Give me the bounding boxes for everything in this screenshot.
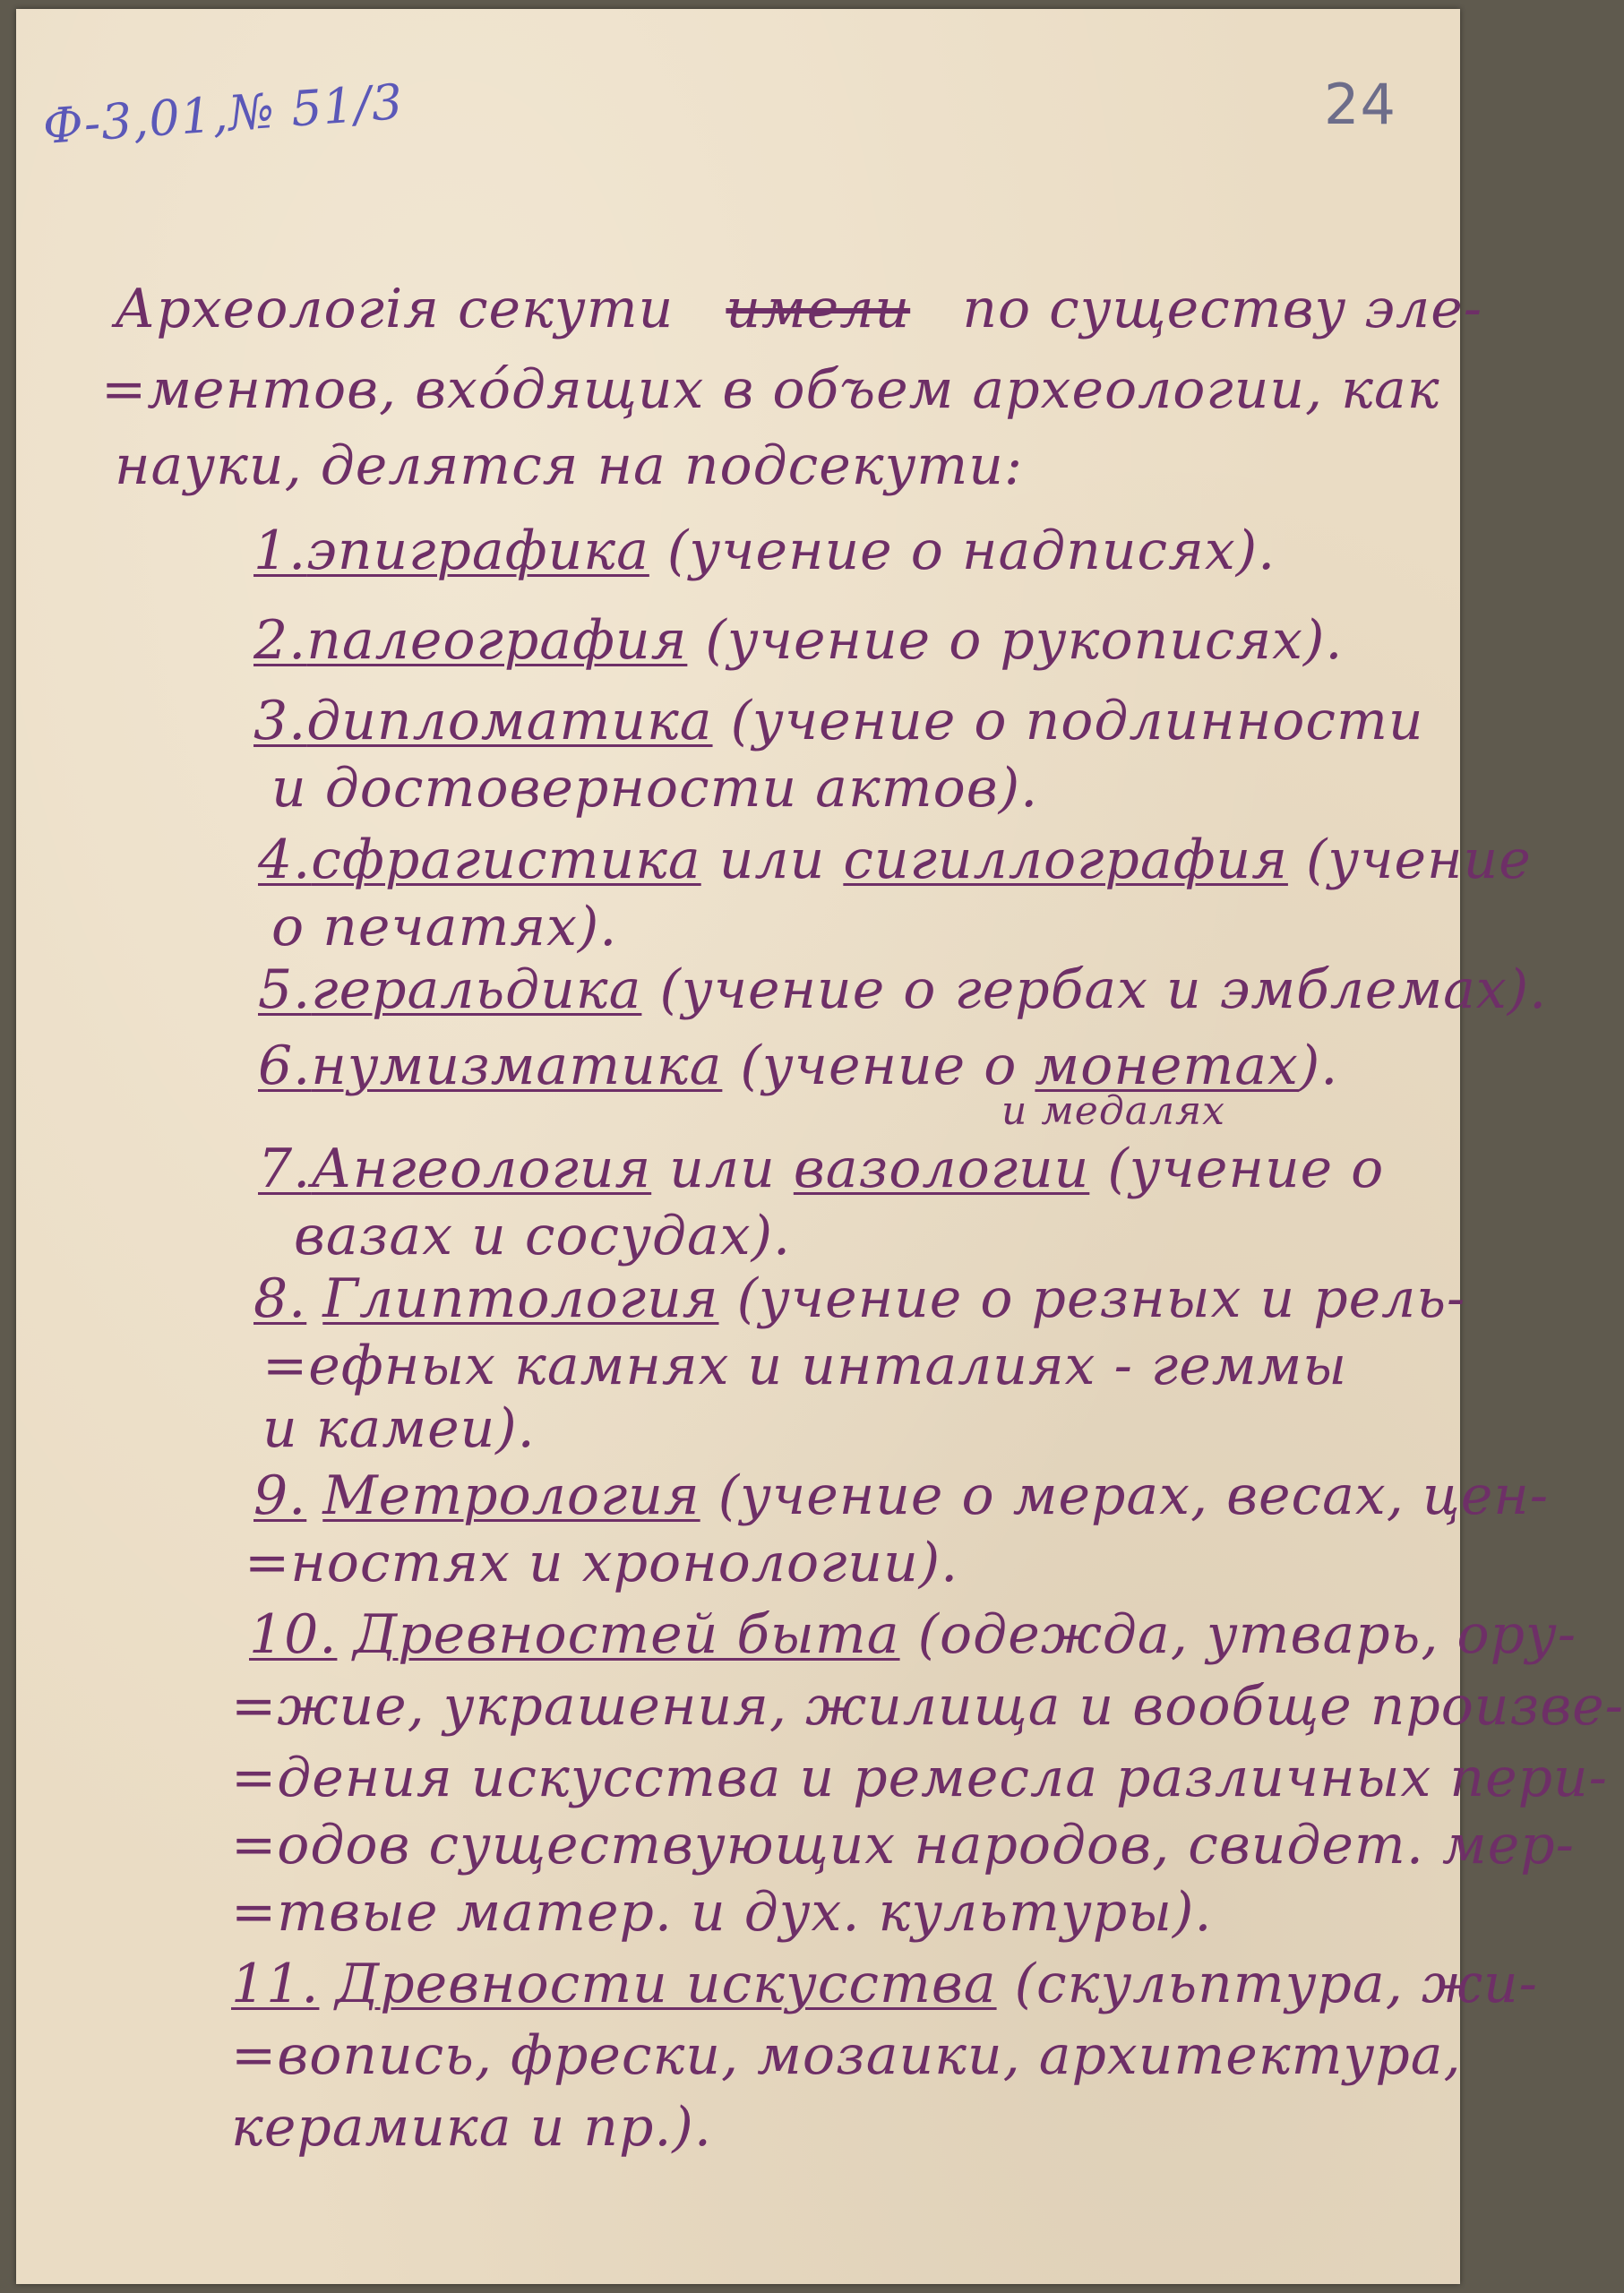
list-item <box>258 1138 1384 1200</box>
list-item <box>249 1603 1577 1666</box>
item-description: (учение о подлинности <box>712 690 1424 752</box>
item-continuation: =жие, украшения, жилища и вообще произве- <box>231 1675 1624 1738</box>
item-continuation: и достоверности актов). <box>271 757 1039 820</box>
item-number: 11. <box>231 1953 320 2015</box>
item-continuation: керамика и пр.). <box>231 2096 712 2159</box>
item-term: палеография <box>306 609 688 672</box>
item-term: нумизматика <box>311 1035 723 1097</box>
item-term-alt: монетах <box>1035 1035 1299 1097</box>
item-description: (одежда, утварь, ору- <box>899 1603 1577 1666</box>
item-continuation: =дения искусства и ремесла различных пери- <box>231 1747 1608 1809</box>
item-term-alt: вазологии <box>793 1138 1090 1200</box>
item-number: 10. <box>249 1603 338 1666</box>
item-term: дипломатика <box>306 690 713 752</box>
item-continuation: =вопись, фрески, мозаики, архитектура, <box>231 2024 1462 2087</box>
item-term: геральдика <box>311 958 642 1021</box>
item-continuation: вазах и сосудах). <box>294 1205 792 1267</box>
item-term: Глиптология <box>322 1267 719 1330</box>
intro-text-b: по существу эле- <box>962 278 1483 340</box>
insertion-note: и медалях <box>1001 1088 1225 1134</box>
item-term: эпиграфика <box>306 520 649 582</box>
item-description: (учение <box>1287 829 1532 891</box>
item-term: сфрагистика <box>311 829 701 891</box>
item-continuation: и камеи). <box>262 1397 536 1460</box>
list-item <box>253 520 1276 582</box>
intro-line-2: =ментов, вхо́дящих в объем археологии, как <box>101 358 1440 421</box>
manuscript-page <box>16 9 1624 2284</box>
item-term: Метрология <box>322 1464 700 1527</box>
item-term: Древностей быта <box>353 1603 900 1666</box>
item-connector: или <box>700 829 844 891</box>
item-term: Ангеология <box>311 1138 652 1200</box>
list-item <box>253 1464 1549 1527</box>
item-description: (учение о рукописях). <box>687 609 1344 672</box>
item-number: 1. <box>253 520 307 582</box>
list-item <box>253 609 1344 672</box>
struck-word: имели <box>726 278 911 340</box>
item-number: 9. <box>253 1464 307 1527</box>
item-number: 2. <box>253 609 307 672</box>
list-item <box>258 1035 1338 1097</box>
item-description: (учение о резных и рель- <box>718 1267 1466 1330</box>
page-number: 24 <box>1324 72 1396 137</box>
item-continuation: о печатях). <box>271 896 618 958</box>
item-description: (учение о <box>722 1035 1035 1097</box>
intro-line-1 <box>115 278 1482 340</box>
item-connector: или <box>651 1138 794 1200</box>
item-description: (учение о <box>1089 1138 1385 1200</box>
item-number: 8. <box>253 1267 307 1330</box>
intro-line-3: науки, делятся на подсекути: <box>115 434 1024 497</box>
item-term-alt: сигиллография <box>843 829 1288 891</box>
item-continuation: =ностях и хронологии). <box>245 1532 959 1594</box>
item-continuation: =одов существующих народов, свидет. мер- <box>231 1814 1575 1876</box>
item-description: (учение о гербах и эмблемах). <box>641 958 1548 1021</box>
item-description: (учение о мерах, весах, цен- <box>700 1464 1550 1527</box>
list-item <box>258 958 1547 1021</box>
item-number: 3. <box>253 690 307 752</box>
list-item <box>253 1267 1465 1330</box>
list-item <box>253 690 1424 752</box>
item-number: 5. <box>258 958 312 1021</box>
intro-text-a: Археологія секути <box>115 278 675 340</box>
archive-reference: Ф-3,01,№ 51/3 <box>40 73 406 155</box>
item-number: 6. <box>258 1035 312 1097</box>
list-item <box>258 829 1532 891</box>
item-description-end: ). <box>1298 1035 1339 1097</box>
item-description: (учение о надписях). <box>649 520 1276 582</box>
item-continuation: =ефных камнях и инталиях - геммы <box>262 1335 1348 1397</box>
item-description: (скульптура, жи- <box>996 1953 1538 2015</box>
item-number: 4. <box>258 829 312 891</box>
item-term: Древности искусства <box>335 1953 997 2015</box>
item-number: 7. <box>258 1138 312 1200</box>
list-item <box>231 1953 1538 2015</box>
item-continuation: =твые матер. и дух. культуры). <box>231 1881 1213 1944</box>
